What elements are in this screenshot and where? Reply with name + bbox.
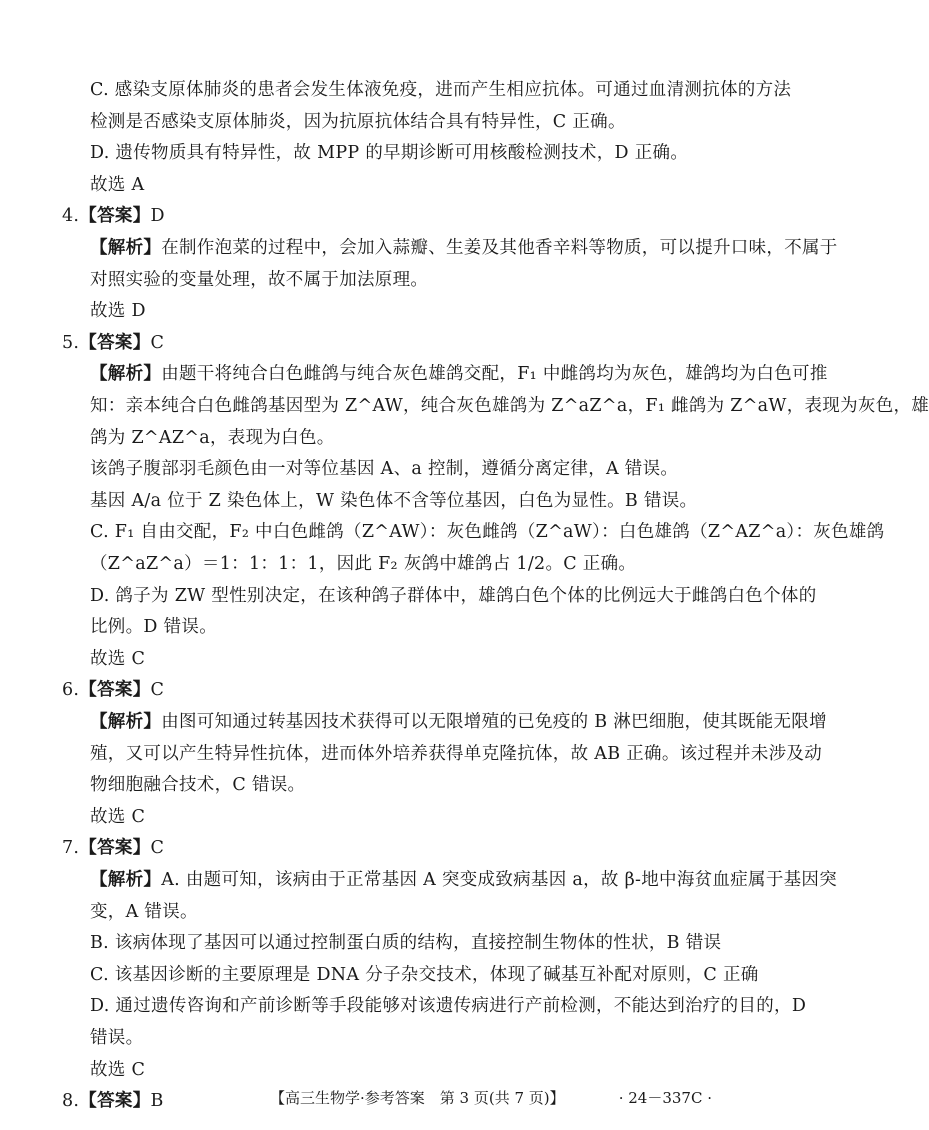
explanation-line: D. 遗传物质具有特异性，故 MPP 的早期诊断可用核酸检测技术，D 正确。 — [90, 143, 689, 164]
answer-tag: 【答案】 — [79, 838, 151, 859]
analysis-text: 在制作泡菜的过程中，会加入蒜瓣、生姜及其他香辛料等物质，可以提升口味，不属于 — [161, 238, 838, 258]
analysis-text: 由题干将纯合白色雌鸽与纯合灰色雄鸽交配，F₁ 中雌鸽均为灰色，雄鸽均为白色可推 — [161, 364, 828, 385]
explanation-line: 该鸽子腹部羽毛颜色由一对等位基因 A、a 控制，遵循分离定律，A 错误。 — [90, 459, 679, 480]
answer-value: C — [150, 680, 165, 701]
explanation-line: 变，A 错误。 — [90, 901, 198, 922]
analysis-tag: 【解析】 — [90, 364, 162, 385]
explanation-line: C. 感染支原体肺炎的患者会发生体液免疫，进而产生相应抗体。可通过血清测抗体的方法 — [90, 80, 792, 100]
analysis-line — [90, 710, 827, 734]
answer-tag: 【答案】 — [79, 1091, 151, 1112]
answer-value: C — [150, 838, 165, 859]
explanation-line: 对照实验的变量处理，故不属于加法原理。 — [90, 269, 429, 290]
analysis-text: A. 由题可知，该病由于正常基因 A 突变成致病基因 a，故 β-地中海贫血症属于基因突 — [161, 870, 838, 890]
question-number: 6. — [62, 680, 80, 701]
answer-line-q4 — [62, 204, 165, 228]
answer-tag: 【答案】 — [79, 332, 151, 353]
explanation-line: 鸽为 Z^AZ^a，表现为白色。 — [90, 427, 335, 448]
question-number: 5. — [62, 332, 80, 353]
explanation-line: 物细胞融合技术，C 错误。 — [90, 775, 306, 796]
choice-line: 故选 C — [90, 806, 146, 827]
explanation-line: B. 该病体现了基因可以通过控制蛋白质的结构，直接控制生物体的性状，B 错误 — [90, 933, 722, 954]
answer-value: B — [150, 1091, 164, 1112]
answer-value: C — [150, 332, 165, 353]
answer-line-q7 — [62, 836, 164, 860]
page-footer — [0, 1086, 800, 1110]
explanation-line: C. 该基因诊断的主要原理是 DNA 分子杂交技术，体现了碱基互补配对原则，C 正确 — [90, 964, 759, 985]
explanation-line: 错误。 — [90, 1028, 144, 1048]
explanation-line: 检测是否感染支原体肺炎，因为抗原抗体结合具有特异性，C 正确。 — [90, 111, 626, 132]
question-number: 7. — [62, 838, 80, 859]
explanation-line: D. 鸽子为 ZW 型性别决定，在该种鸽子群体中，雄鸽白色个体的比例远大于雌鸽白色个体的 — [90, 585, 817, 606]
choice-line: 故选 C — [90, 648, 146, 669]
question-number: 4. — [62, 206, 80, 227]
analysis-line — [90, 362, 828, 386]
explanation-line: C. F₁ 自由交配，F₂ 中白色雌鸽（Z^AW）：灰色雌鸽（Z^aW）：白色雄鸽（Z^AZ^a）：灰色雄鸽 — [90, 522, 885, 543]
analysis-tag: 【解析】 — [90, 712, 162, 732]
analysis-line — [90, 236, 838, 260]
explanation-line: （Z^aZ^a）＝1：1：1：1，因此 F₂ 灰鸽中雄鸽占 1/2。C 正确。 — [90, 554, 637, 574]
choice-line: 故选 C — [90, 1059, 146, 1080]
footer-doc-code: · 24－337C · — [618, 1089, 712, 1107]
answer-value: D — [150, 206, 165, 227]
answer-tag: 【答案】 — [79, 680, 151, 701]
analysis-tag: 【解析】 — [90, 870, 162, 890]
answer-line-q6 — [62, 678, 164, 702]
answer-line-q5 — [62, 331, 164, 355]
explanation-line: 比例。D 错误。 — [90, 617, 217, 638]
analysis-text: 由图可知通过转基因技术获得可以无限增殖的已免疫的 B 淋巴细胞，使其既能无限增 — [161, 712, 827, 732]
choice-line: 故选 A — [90, 174, 145, 195]
answer-tag: 【答案】 — [79, 206, 151, 227]
footer-page-info: 【高三生物学·参考答案 第 3 页(共 7 页)】 — [270, 1089, 565, 1107]
analysis-line — [90, 868, 837, 892]
explanation-line: D. 通过遗传咨询和产前诊断等手段能够对该遗传病进行产前检测，不能达到治疗的目的，D — [90, 996, 807, 1017]
explanation-line: 基因 A/a 位于 Z 染色体上，W 染色体不含等位基因，白色为显性。B 错误。 — [90, 490, 698, 511]
analysis-tag: 【解析】 — [90, 238, 162, 258]
question-number: 8. — [62, 1091, 80, 1112]
explanation-line: 殖，又可以产生特异性抗体，进而体外培养获得单克隆抗体，故 AB 正确。该过程并未涉及动 — [90, 743, 823, 764]
choice-line: 故选 D — [90, 301, 146, 322]
explanation-line: 知：亲本纯合白色雌鸽基因型为 Z^AW，纯合灰色雄鸽为 Z^aZ^a，F₁ 雌鸽为 Z^aW，表现为灰色，雄 — [90, 396, 929, 416]
